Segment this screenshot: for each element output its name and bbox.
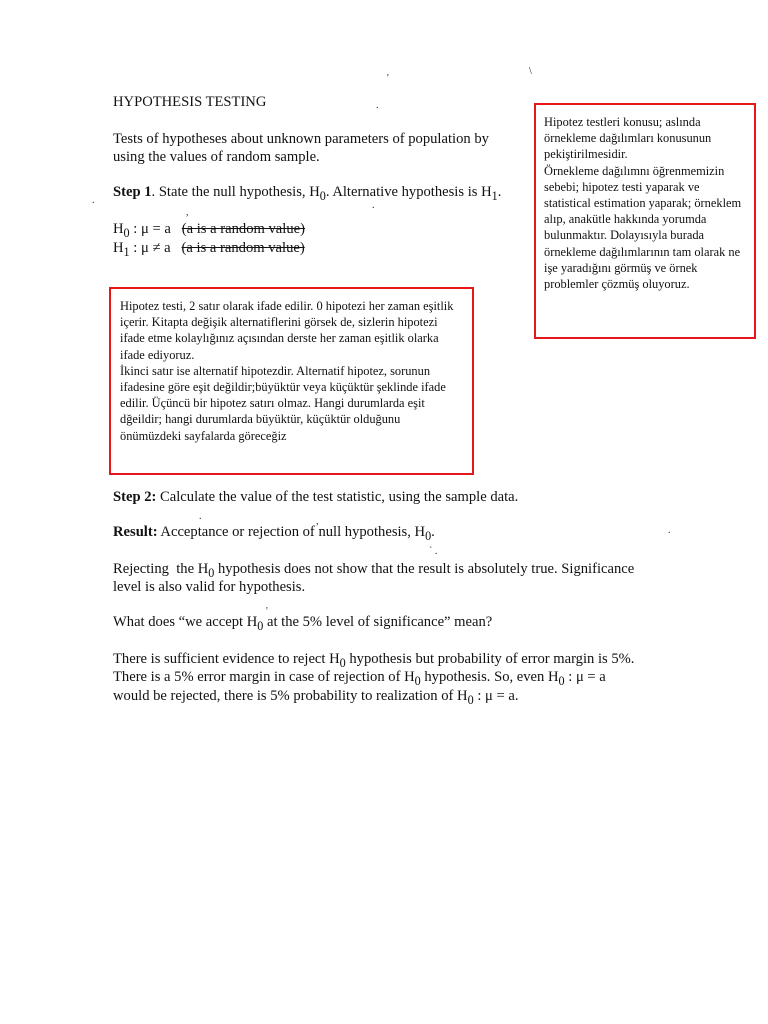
speck-mark: . (372, 200, 375, 211)
h1-symbol: H (113, 240, 124, 256)
answer-text: hypothesis but probability of error margin is 5%. (345, 651, 635, 667)
rejecting-text: Rejecting the H (113, 561, 209, 577)
subscript: 1 (123, 244, 130, 259)
speck-mark: ' (387, 73, 389, 84)
subscript: 1 (491, 188, 498, 203)
alternative-hypothesis-line (113, 240, 305, 261)
comment-right-paragraph-1: Hipotez testleri konusu; aslında örnekleme dağılımları konusunun pekiştirilmesidir. (544, 115, 712, 162)
intro-line-1: Tests of hypotheses about unknown parameters of population by (113, 131, 489, 147)
comment-right-paragraph-2: Örnekleme dağılımnı öğrenmemizin sebebi; hipotez testi yaparak ve statistical estimation yaparak; örneklem alıp, anakütle hakkında yorumda bulunmaktır. Dolayısıyla burada örnekleme dağılımlarının tam olarak ne işe yaradığını görmüş ve örnek problemler çözmüş oluyoruz. (544, 163, 742, 292)
subscript: 0 (208, 565, 215, 580)
speck-mark: . (668, 525, 671, 536)
question-line (113, 614, 492, 635)
subscript: 0 (257, 618, 264, 633)
step2-line (113, 489, 518, 506)
answer-text: hypothesis. So, even H (420, 669, 559, 685)
step1-label: Step 1 (113, 184, 152, 200)
null-hypothesis-line (113, 221, 305, 242)
speck-mark: ' (266, 606, 268, 617)
comment-left-paragraph-1: Hipotez testi, 2 satır olarak ifade edilir. 0 hipotezi her zaman eşitlik içerir. Kitapta değişik alternatiflerini görsek de, sizlerin hipotezi ifade etme kolaylığınız açısından derste her zaman eşitlik olarka ifade ediyoruz. (120, 299, 454, 362)
answer-text: There is sufficient evidence to reject H (113, 651, 340, 667)
subscript: 0 (425, 528, 432, 543)
h0-strikethrough-note: (a is a random value) (181, 221, 305, 237)
subscript: 0 (319, 188, 326, 203)
speck-mark: , (186, 207, 189, 218)
comment-left-paragraph-2: İkinci satır ise alternatif hipotezdir. Alternatif hipotez, sorunun ifadesine göre eşit değildir;büyüktür veya küçüktür şeklinde ifade edilir. Üçüncü bir hipotez satırı olmaz. Hangi durumlarda eşit dğeildir; hangi durumlarda büyüktür, küçüktür olduğunu önümüzdeki sayfalarda göreceğiz (120, 363, 446, 443)
answer-text: would be rejected, there is 5% probability to realization of H (113, 688, 468, 704)
question-text: What does “we accept H (113, 614, 258, 630)
h0-expression: : μ = a (129, 221, 182, 237)
subscript: 0 (414, 673, 421, 688)
answer-text: : μ = a (564, 669, 606, 685)
speck-mark: . (376, 100, 379, 111)
step1-text: . State the (151, 184, 214, 200)
h0-symbol: H (113, 221, 124, 237)
speck-mark: ` . (429, 546, 438, 557)
question-text: at the 5% level of significance” mean? (263, 614, 493, 630)
step1-text: . Alternative hypothesis is H (325, 184, 492, 200)
rejecting-text: hypothesis does not show that the result is absolutely true. Significance (214, 561, 635, 577)
subscript: 0 (123, 225, 130, 240)
h1-strikethrough-note: (a is a random value) (181, 240, 305, 256)
subscript: 0 (339, 655, 346, 670)
rejecting-line-2: level is also valid for hypothesis. (113, 579, 306, 595)
subscript: 0 (467, 692, 474, 707)
speck-mark: , (316, 516, 319, 527)
speck-mark: . (199, 511, 202, 522)
answer-line-3 (113, 688, 519, 709)
step1-text: . (497, 184, 502, 200)
result-text: . (431, 524, 435, 540)
result-line (113, 524, 435, 545)
answer-line-2 (113, 669, 606, 690)
answer-text: There is a 5% error margin in case of rejection of H (113, 669, 415, 685)
speck-mark: \ (529, 66, 532, 77)
step2-text: Calculate the value of the test statistic, using the sample data. (156, 489, 519, 505)
speck-mark: . (92, 195, 95, 206)
step1-text: null hypothesis, H (213, 184, 320, 200)
page-title: HYPOTHESIS TESTING (113, 94, 267, 110)
comment-box-right (534, 103, 756, 339)
result-text: Acceptance or rejection of null hypothesis, H (157, 524, 426, 540)
step2-label: Step 2: (113, 489, 157, 505)
step1-line (113, 184, 501, 205)
h1-expression: : μ ≠ a (129, 240, 182, 256)
result-label: Result: (113, 524, 158, 540)
subscript: 0 (558, 673, 565, 688)
intro-line-2: using the values of random sample. (113, 149, 320, 165)
comment-box-left (109, 287, 474, 475)
answer-text: : μ = a. (473, 688, 519, 704)
